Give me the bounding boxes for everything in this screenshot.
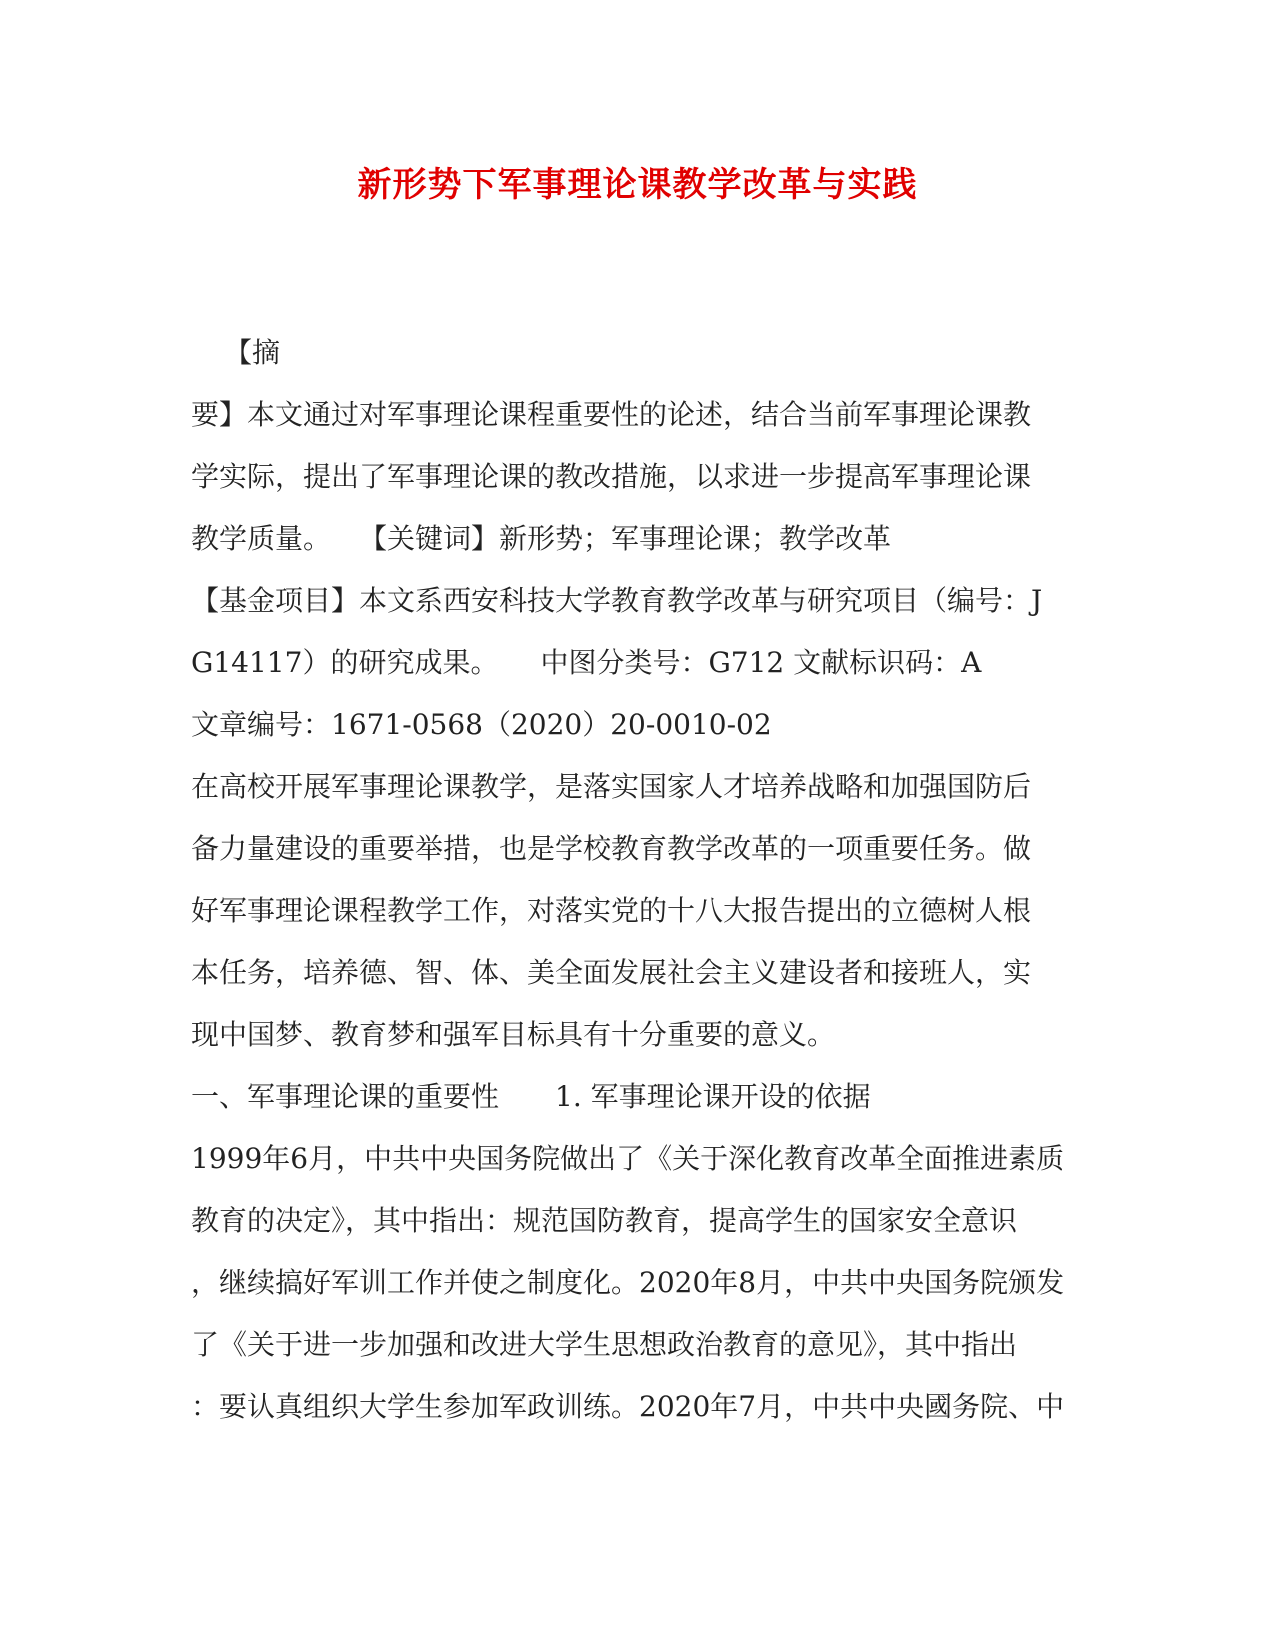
text-line: 要】本文通过对军事理论课程重要性的论述，结合当前军事理论课教 bbox=[191, 398, 1032, 431]
text-line: 在高校开展军事理论课教学，是落实国家人才培养战略和加强国防后 bbox=[191, 770, 1032, 803]
text-line: 【摘 bbox=[210, 336, 281, 369]
text-line: 文章编号：1671-0568（2020）20-0010-02 bbox=[191, 708, 772, 741]
text-line: 现中国梦、教育梦和强军目标具有十分重要的意义。 bbox=[191, 1018, 836, 1051]
text-line: 好军事理论课程教学工作，对落实党的十八大报告提出的立德树人根 bbox=[191, 894, 1032, 927]
text-line: 【基金项目】本文系西安科技大学教育教学改革与研究项目（编号：J bbox=[191, 584, 1043, 617]
text-line: ：要认真组织大学生参加军政训练。2020年7月，中共中央國务院、中 bbox=[191, 1390, 1065, 1423]
text-line: 了《关于进一步加强和改进大学生思想政治教育的意见》，其中指出 bbox=[191, 1328, 1018, 1361]
text-line: 本任务，培养德、智、体、美全面发展社会主义建设者和接班人，实 bbox=[191, 956, 1032, 989]
text-line: 教学质量。 【关键词】新形势；军事理论课；教学改革 bbox=[191, 522, 892, 555]
text-line: 教育的决定》，其中指出：规范国防教育，提高学生的国家安全意识 bbox=[191, 1204, 1018, 1237]
text-line: ，继续搞好军训工作并使之制度化。2020年8月，中共中央国务院颁发 bbox=[191, 1266, 1065, 1299]
section-heading: 一、军事理论课的重要性 1. 军事理论课开设的依据 bbox=[191, 1080, 871, 1113]
document-title: 新形势下军事理论课教学改革与实践 bbox=[357, 165, 918, 205]
text-line: G14117）的研究成果。 中图分类号：G712 文献标识码：A bbox=[191, 646, 982, 679]
text-line: 备力量建设的重要举措，也是学校教育教学改革的一项重要任务。做 bbox=[191, 832, 1032, 865]
text-line: 1999年6月，中共中央国务院做出了《关于深化教育改革全面推进素质 bbox=[191, 1142, 1065, 1175]
text-line: 学实际，提出了军事理论课的教改措施，以求进一步提高军事理论课 bbox=[191, 460, 1032, 493]
